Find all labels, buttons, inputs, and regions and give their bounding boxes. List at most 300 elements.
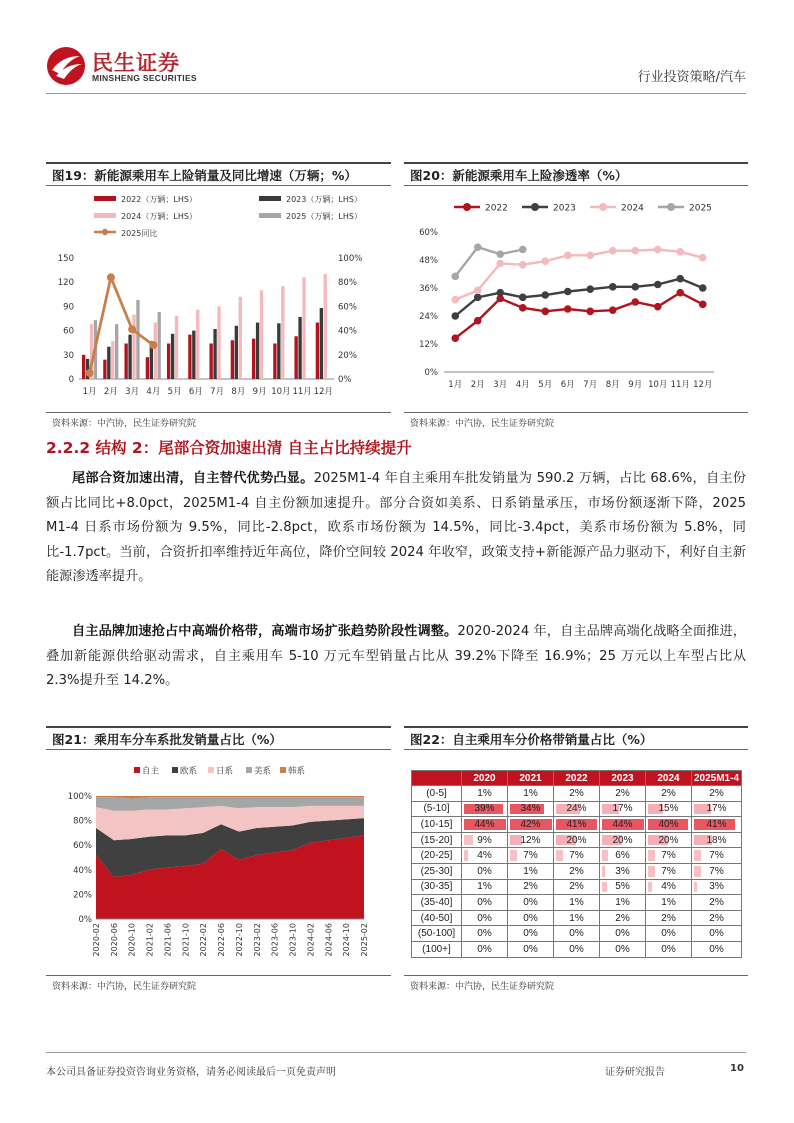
legend-label-2: 2024（万辆；LHS） [121,212,197,221]
point-2025-4月 [519,246,527,254]
x-tick-label: 2020-06 [109,923,119,957]
point-2024-11月 [676,248,684,256]
table-cell [646,941,692,957]
paragraph-2-lead: 自主品牌加速抢占中高端价格带，高端市场扩张趋势阶段性调整。 [72,624,458,639]
table-row [412,848,742,864]
cell-value: 2% [661,912,676,924]
legend-label-2024: 2024 [621,203,644,214]
cell-value: 7% [523,850,538,862]
cell-value: 17% [706,803,727,815]
table-cell [554,801,600,817]
point-2023-5月 [541,291,549,299]
cell-value: 1% [569,896,584,908]
point-2023-6月 [564,288,572,296]
cell-value: 2% [569,787,584,799]
table-cell [462,910,508,926]
table-cell [692,895,742,911]
row-label: (40-50] [412,910,462,926]
cell-value: 1% [523,787,538,799]
x-tick-label: 5月 [167,387,182,397]
bar-2024-6月 [196,310,199,379]
table-row [412,801,742,817]
bar-2024-4月 [154,323,157,379]
fig19-source: 资料来源：中汽协，民生证券研究院 [52,419,197,429]
x-tick-label: 1月 [82,387,97,397]
cell-value: 2% [523,881,538,893]
y-tick-label: 20% [73,890,92,901]
table-cell [646,910,692,926]
cell-value: 1% [477,881,492,893]
table-cell [462,879,508,895]
cell-value: 0% [523,912,538,924]
legend-swatch-3 [259,213,281,218]
bar-2022-7月 [209,344,212,379]
cell-value: 1% [569,912,584,924]
price-band-table [411,770,742,958]
point-2022-5月 [541,308,549,316]
page-number: 10 [730,1063,744,1074]
point-2023-4月 [519,294,527,302]
y-left-tick-label: 30 [63,350,74,361]
bar-2024-12月 [324,274,327,379]
cell-value: 2% [615,912,630,924]
cell-value: 41% [706,818,727,830]
bar-2023-11月 [298,317,301,379]
bar-2022-2月 [103,360,106,379]
fig21-chart [46,755,391,973]
x-tick-label: 5月 [538,380,553,390]
x-tick-label: 2022-02 [199,923,209,957]
y-tick-label: 12% [419,340,438,350]
x-tick-label: 2023-02 [252,923,262,957]
legend-label-自主: 自主 [142,766,160,777]
table-cell [646,879,692,895]
row-label: (25-30] [412,863,462,879]
y-left-tick-label: 120 [57,278,74,289]
table-header-cell: 2020 [462,771,508,786]
fig19-chart [46,188,391,410]
row-label: (15-20] [412,832,462,848]
table-cell [692,786,742,802]
bar-2023-6月 [192,331,195,379]
logo [46,46,86,86]
x-tick-label: 9月 [628,380,643,390]
cell-data-bar [602,866,605,877]
table-cell [508,910,554,926]
cell-value: 2% [709,787,724,799]
table-cell [646,801,692,817]
x-tick-label: 10月 [648,380,668,390]
bar-2022-8月 [231,340,234,379]
table-cell [554,863,600,879]
row-label: (30-35] [412,879,462,895]
legend-swatch-欧系 [172,767,178,773]
table-cell [692,832,742,848]
bar-2022-4月 [146,357,149,379]
bar-2025-3月 [136,300,139,379]
x-tick-label: 2024-06 [324,923,334,957]
bar-2025-4月 [158,312,161,379]
x-tick-label: 3月 [493,380,508,390]
cell-value: 1% [615,896,630,908]
cell-data-bar [648,866,655,877]
bar-2024-7月 [217,306,220,379]
x-tick-label: 7月 [583,380,598,390]
cell-value: 3% [615,865,630,877]
bar-2023-10月 [277,323,280,379]
table-cell [600,895,646,911]
bar-2023-5月 [171,334,174,379]
table-cell [554,817,600,833]
table-row [412,786,742,802]
cell-value: 3% [709,881,724,893]
logo-name: 民生证券 [92,51,180,75]
x-tick-label: 11月 [292,387,312,397]
bar-2023-9月 [256,323,259,379]
y-right-tick-label: 100% [338,254,363,264]
row-label: (20-25] [412,848,462,864]
cell-value: 5% [615,881,630,893]
y-tick-label: 48% [419,256,438,266]
cell-value: 0% [523,943,538,955]
point-2024-2月 [474,287,482,295]
table-cell [462,801,508,817]
table-cell [508,863,554,879]
table-cell [462,786,508,802]
legend-marker-2022 [463,203,471,211]
cell-data-bar [510,850,517,861]
cell-value: 9% [477,834,492,846]
y-right-tick-label: 80% [338,278,357,289]
yoy-line [90,277,154,373]
cell-value: 0% [661,928,676,940]
yoy-point-3月 [128,325,136,333]
cell-value: 0% [569,943,584,955]
table-header-cell: 2024 [646,771,692,786]
table-header-cell: 2023 [600,771,646,786]
cell-value: 0% [477,865,492,877]
cell-value: 44% [474,818,495,830]
table-header-cell: 2022 [554,771,600,786]
table-cell [600,817,646,833]
cell-data-bar [694,866,701,877]
legend-swatch-自主 [134,767,140,773]
cell-value: 17% [612,803,633,815]
legend-line-label: 2025同比 [121,229,158,238]
point-2024-12月 [699,254,707,262]
table-row [412,817,742,833]
point-2024-7月 [586,252,594,260]
x-tick-label: 2021-02 [145,923,155,957]
fig22-source: 资料来源：中汽协，民生证券研究院 [410,982,555,992]
cell-value: 0% [615,943,630,955]
legend-swatch-美系 [246,767,252,773]
table-cell [554,848,600,864]
table-cell [692,941,742,957]
bar-2024-10月 [281,286,284,379]
point-2022-2月 [474,317,482,325]
x-tick-label: 12月 [693,380,713,390]
table-cell [462,895,508,911]
table-header-row [412,771,742,786]
row-label: (50-100] [412,926,462,942]
series-line-2024 [455,250,703,300]
cell-value: 42% [520,818,541,830]
table-cell [692,863,742,879]
cell-value: 7% [709,865,724,877]
legend-swatch-1 [259,196,281,201]
table-cell [508,926,554,942]
table-cell [508,879,554,895]
table-cell [600,910,646,926]
table-cell [554,941,600,957]
point-2025-1月 [451,273,459,281]
fig19-bottom-rule [46,412,391,413]
fig22-title: 图22：自主乘用车分价格带销量占比（%） [410,732,653,747]
cell-value: 7% [569,850,584,862]
cell-value: 0% [477,943,492,955]
point-2023-10月 [654,281,662,289]
point-2024-9月 [631,247,639,255]
y-tick-label: 80% [73,816,92,827]
fig20-chart [404,188,748,410]
y-tick-label: 40% [73,865,92,876]
cell-value: 20% [612,834,633,846]
table-header-cell: 2021 [508,771,554,786]
cell-value: 7% [709,850,724,862]
cell-value: 0% [477,912,492,924]
x-tick-label: 9月 [252,387,267,397]
point-2024-8月 [609,247,617,255]
cell-value: 0% [523,896,538,908]
cell-value: 39% [474,803,495,815]
x-tick-label: 2024-02 [306,923,316,957]
table-cell [462,832,508,848]
cell-value: 12% [520,834,541,846]
fig20-source: 资料来源：中汽协，民生证券研究院 [410,419,555,429]
cell-value: 0% [523,928,538,940]
bar-2022-12月 [316,323,319,379]
cell-value: 24% [566,803,587,815]
yoy-point-2月 [107,273,115,281]
y-left-tick-label: 150 [57,254,74,264]
legend-label-2023: 2023 [553,203,576,214]
y-right-tick-label: 40% [338,326,357,337]
legend-label-韩系: 韩系 [288,766,306,777]
point-2023-12月 [699,284,707,292]
table-cell [646,848,692,864]
table-cell [508,817,554,833]
table-cell [646,786,692,802]
cell-value: 20% [566,834,587,846]
table-cell [508,832,554,848]
cell-value: 1% [477,787,492,799]
x-tick-label: 11月 [670,380,690,390]
table-cell [646,817,692,833]
table-row [412,879,742,895]
table-cell [554,895,600,911]
bar-2023-8月 [235,326,238,379]
cell-data-bar [602,850,608,861]
row-label: (0-5] [412,786,462,802]
x-tick-label: 10月 [271,387,291,397]
cell-value: 15% [658,803,679,815]
yoy-point-4月 [149,341,157,349]
cell-value: 0% [477,928,492,940]
x-tick-label: 3月 [125,387,140,397]
point-2022-11月 [676,289,684,297]
x-tick-label: 2021-10 [181,923,191,957]
table-row [412,926,742,942]
table-cell [646,863,692,879]
fig22-bottom-rule [404,975,748,976]
point-2023-1月 [451,312,459,320]
legend-label-2025: 2025 [689,203,712,214]
bar-2024-11月 [302,277,305,379]
fig22-title-rule [404,749,748,750]
y-tick-label: 36% [419,284,438,294]
point-2022-10月 [654,303,662,311]
cell-value: 1% [523,865,538,877]
table-cell [462,926,508,942]
point-2025-2月 [474,243,482,251]
y-tick-label: 100% [67,792,92,802]
bar-2024-8月 [239,297,242,379]
x-tick-label: 4月 [146,387,161,397]
logo-english-name: MINSHENG SECURITIES [92,73,197,83]
point-2023-2月 [474,294,482,302]
y-tick-label: 0% [424,368,438,378]
x-tick-label: 6月 [188,387,203,397]
table-cell [646,926,692,942]
table-row [412,941,742,957]
legend-label-3: 2025（万辆；LHS） [286,212,362,221]
point-2023-9月 [631,283,639,291]
cell-value: 34% [520,803,541,815]
point-2022-6月 [564,305,572,313]
cell-value: 0% [477,896,492,908]
paragraph-2-body: 2020-2024 年，自主品牌高端化战略全面推进，叠加新能源供给驱动需求，自主乘用车 5-10 万元车型销量占比从 39.2%下降至 16.9%；25 万元以上车型占比从 2.3%提升至 14.2%。 [46,624,746,688]
fig20-top-rule [404,162,748,164]
bar-2024-2月 [111,341,114,379]
table-cell [692,910,742,926]
legend-line-marker [102,229,108,235]
bar-2024-5月 [175,316,178,379]
point-2024-10月 [654,246,662,254]
point-2023-7月 [586,285,594,293]
table-cell [508,801,554,817]
cell-value: 4% [477,850,492,862]
x-tick-label: 6月 [560,380,575,390]
fig21-bottom-rule [46,975,391,976]
bar-2024-3月 [132,314,135,379]
point-2023-3月 [496,289,504,297]
point-2023-8月 [609,283,617,291]
point-2024-4月 [519,261,527,269]
cell-value: 6% [615,850,630,862]
point-2022-4月 [519,304,527,312]
bar-2022-10月 [273,344,276,379]
legend-marker-2024 [599,203,607,211]
cell-value: 2% [569,865,584,877]
row-label: (5-10] [412,801,462,817]
bar-2023-3月 [128,335,131,379]
cell-value: 0% [615,928,630,940]
footer-report-type: 证券研究报告 [605,1067,665,1078]
cell-value: 0% [709,928,724,940]
fig19-title-rule [46,185,391,186]
x-tick-label: 12月 [313,387,334,397]
table-cell [600,832,646,848]
cell-value: 2% [709,896,724,908]
table-row [412,832,742,848]
cell-data-bar [602,882,607,893]
table-cell [646,832,692,848]
x-tick-label: 1月 [448,380,463,390]
legend-label-美系: 美系 [254,766,272,777]
cell-data-bar [648,850,655,861]
y-left-tick-label: 0 [68,375,74,385]
logo-mark-icon [46,46,86,86]
table-cell [692,801,742,817]
fig22-table-container [411,770,742,958]
cell-value: 7% [661,865,676,877]
paragraph-1 [46,467,746,590]
point-2024-6月 [564,252,572,260]
x-tick-label: 2024-10 [342,923,352,957]
table-cell [554,786,600,802]
table-cell [600,941,646,957]
bar-2025-2月 [115,324,118,379]
point-2022-7月 [586,308,594,316]
x-tick-label: 2022-06 [217,923,227,957]
y-left-tick-label: 90 [63,302,74,313]
x-tick-label: 7月 [210,387,225,397]
paragraph-2 [46,620,746,694]
x-tick-label: 2021-06 [163,923,173,957]
cell-data-bar [648,882,652,893]
cell-value: 2% [615,787,630,799]
cell-data-bar [464,835,473,846]
fig19-title: 图19：新能源乘用车上险销量及同比增速（万辆；%） [52,168,357,183]
bar-2022-1月 [82,355,85,379]
table-cell [692,879,742,895]
cell-value: 40% [658,818,679,830]
fig21-title: 图21：乘用车分车系批发销量占比（%） [52,732,282,747]
x-tick-label: 2023-06 [270,923,280,957]
cell-value: 4% [661,881,676,893]
section-title: 2.2.2 结构 2：尾部合资加速出清 自主占比持续提升 [46,439,412,457]
table-cell [508,848,554,864]
cell-value: 2% [709,912,724,924]
bar-2022-9月 [252,339,255,379]
fig21-top-rule [46,726,391,728]
table-cell [554,926,600,942]
cell-value: 0% [569,928,584,940]
legend-label-0: 2022（万辆；LHS） [121,195,197,204]
cell-value: 41% [566,818,587,830]
legend-label-2022: 2022 [485,203,508,214]
series-line-2025 [455,247,523,276]
bar-2022-6月 [188,335,191,379]
table-cell [462,848,508,864]
legend-swatch-2 [94,213,116,218]
bar-2023-7月 [213,329,216,379]
bar-2023-2月 [107,347,110,379]
table-cell [600,786,646,802]
paragraph-1-body: 2025M1-4 年自主乘用车批发销量为 590.2 万辆，占比 68.6%，自主份额占比同比+8.0pct，2025M1-4 自主份额加速提升。部分合资如美系、日系销量承压，市场份额逐渐下降，2025 M1-4 日系市场份额为 9.5%，同比-2.8pct，欧系市场份额为 14.5%，同比-3.4pct，美系市场份额为 5.8%，同比-1.7pct。当前，合资折扣率维持近年高位，降价空间较 2024 年收窄，政策支持+新能源产品力驱动下，利好自主新能源渗透率提升。 [46,471,746,584]
legend-swatch-日系 [208,767,214,773]
